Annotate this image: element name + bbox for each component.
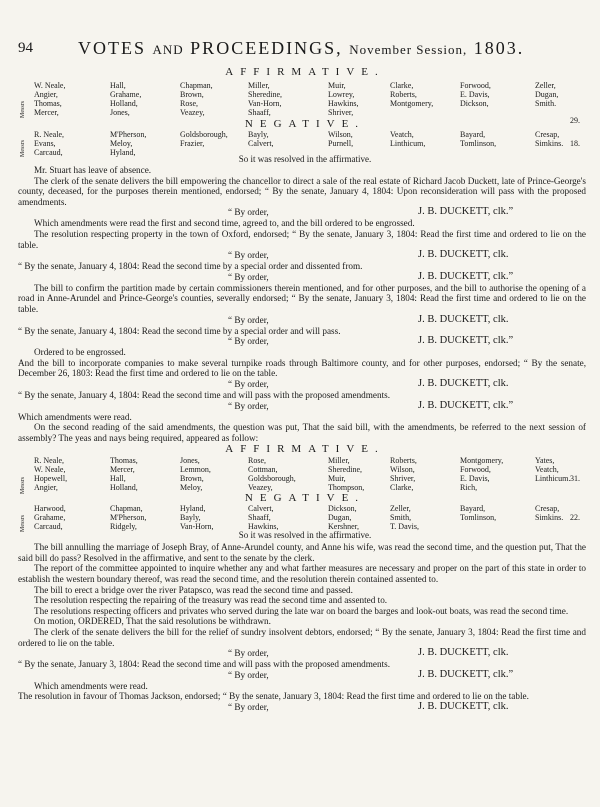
member-name: Hyland, bbox=[180, 504, 206, 514]
member-name: Forwood, bbox=[460, 81, 491, 90]
vote-result: So it was resolved in the affirmative. bbox=[238, 154, 372, 164]
member-name: E. Davis, bbox=[460, 474, 490, 484]
member-name: Shriver, bbox=[328, 108, 354, 117]
messrs-label: Messrs bbox=[20, 515, 26, 533]
paragraph: “ By the senate, January 4, 1804: Read the second time and will pass with the proposed amendments. bbox=[18, 389, 391, 400]
vote-name-row bbox=[20, 465, 590, 474]
member-name: Veazey, bbox=[248, 483, 273, 493]
member-name: Rose, bbox=[248, 456, 266, 466]
member-name: Frazier, bbox=[180, 139, 205, 148]
member-name: Brown, bbox=[180, 90, 204, 99]
affirmative-total: 31. bbox=[570, 474, 580, 484]
vote-name-row bbox=[20, 130, 590, 139]
affirmative-heading: AFFIRMATIVE. bbox=[225, 443, 385, 456]
member-name: Simkins. bbox=[535, 513, 564, 523]
member-name: Ridgely, bbox=[110, 522, 137, 532]
vote-name-row bbox=[20, 108, 590, 117]
member-name: Roberts, bbox=[390, 456, 417, 466]
member-name: Cottman, bbox=[248, 465, 278, 475]
member-name: Bayly, bbox=[248, 130, 269, 139]
member-name: Hawkins, bbox=[328, 99, 359, 108]
member-name: Shaaff, bbox=[248, 513, 271, 523]
member-name: Roberts, bbox=[390, 90, 417, 99]
member-name: Tomlinson, bbox=[460, 513, 497, 523]
member-name: T. Davis, bbox=[390, 522, 419, 532]
messrs-label: Messrs bbox=[20, 139, 26, 157]
member-name: Rich, bbox=[460, 483, 478, 493]
paragraph: The bill to confirm the partition made by certain commissioners therein mentioned, and for other purposes, and the bill to authorise the opening of a road in Anne-Arundel and Prince-George's counties, severally endorsed; “ By the senate, January 3, 1804: Read the first time and ordered to lie on the table. bbox=[18, 282, 586, 314]
member-name: Muir, bbox=[328, 81, 346, 90]
member-name: Cresap, bbox=[535, 504, 560, 514]
paragraph: The resolution respecting the repairing of the treasury was read the second time and assented to. bbox=[34, 595, 388, 606]
member-name: Veatch, bbox=[535, 465, 559, 475]
paragraph: Which amendments were read the first and second time, agreed to, and the bill ordered to be engrossed. bbox=[34, 218, 415, 229]
member-name: Forwood, bbox=[460, 465, 491, 475]
paragraph: Which amendments were read. bbox=[18, 411, 132, 422]
vote-name-row bbox=[20, 90, 590, 99]
member-name: Lowrey, bbox=[328, 90, 355, 99]
member-name: Holland, bbox=[110, 483, 138, 493]
vote-name-row bbox=[20, 139, 590, 148]
member-name: Clarke, bbox=[390, 81, 414, 90]
member-name: Zeller, bbox=[390, 504, 411, 514]
signature-line: “ By order, J. B. DUCKETT, clk.” bbox=[228, 206, 514, 218]
member-name: Grahame, bbox=[34, 513, 66, 523]
member-name: Evans, bbox=[34, 139, 56, 148]
paragraph: On the second reading of the said amendments, the question was put, That the said bill, with the amendments, be referred to the next session of assembly? The yeas and nays being required, appeared as follow: bbox=[18, 422, 586, 443]
member-name: Zeller, bbox=[535, 81, 556, 90]
member-name: Carcaud, bbox=[34, 148, 63, 157]
member-name: R. Neale, bbox=[34, 456, 64, 466]
member-name: Lemmon, bbox=[180, 465, 211, 475]
vote-name-row bbox=[20, 99, 590, 108]
member-name: Hall, bbox=[110, 474, 126, 484]
paragraph: Ordered to be engrossed. bbox=[34, 347, 126, 358]
paragraph: The report of the committee appointed to inquire whether any and what farther measures are necessary and proper on the part of this state in order to establish the western boundary thereof, was read the second time, and the resolution therein contained assented to. bbox=[18, 563, 586, 585]
member-name: Thomas, bbox=[110, 456, 138, 466]
signature-line: “ By order, J. B. DUCKETT, clk. bbox=[228, 377, 509, 389]
member-name: Hawkins, bbox=[248, 522, 279, 532]
signature-line: “ By order, J. B. DUCKETT, clk.” bbox=[228, 270, 514, 282]
page-number: 94 bbox=[18, 40, 33, 56]
paragraph: And the bill to incorporate companies to make several turnpike roads through Baltimore county, and for other purposes, endorsed; “ By the senate, December 26, 1803: Read the first time and ordered to lie on the table. bbox=[18, 357, 586, 379]
member-name: Dickson, bbox=[328, 504, 357, 514]
member-name: Cresap, bbox=[535, 130, 560, 139]
signature-line: “ By order, J. B. DUCKETT, clk. bbox=[228, 313, 509, 325]
member-name: Chapman, bbox=[180, 81, 213, 90]
member-name: Wilson, bbox=[328, 130, 353, 139]
member-name: Miller, bbox=[328, 456, 350, 466]
member-name: Goldsborough, bbox=[180, 130, 228, 139]
member-name: Harwood, bbox=[34, 504, 66, 514]
paragraph: The resolutions respecting officers and privates who served during the late war on board the barges and look-out boats, was read the second time. bbox=[34, 605, 569, 616]
member-name: Mercer, bbox=[34, 108, 59, 117]
running-title: VOTES AND PROCEEDINGS, November Session, 1803. bbox=[78, 38, 525, 58]
member-name: W. Neale, bbox=[34, 465, 66, 475]
vote-name-row bbox=[20, 483, 590, 492]
member-name: Meloy, bbox=[110, 139, 133, 148]
member-name: Dugan, bbox=[535, 90, 559, 99]
member-name: Bayard, bbox=[460, 130, 486, 139]
paragraph: “ By the senate, January 4, 1804: Read the second time by a special order and will pass. bbox=[18, 325, 341, 336]
member-name: Kershner, bbox=[328, 522, 359, 532]
member-name: Mercer, bbox=[110, 465, 135, 475]
member-name: Veazey, bbox=[180, 108, 205, 117]
member-name: Jones, bbox=[110, 108, 130, 117]
member-name: Wilson, bbox=[390, 465, 415, 475]
paragraph: The resolution respecting property in the town of Oxford, endorsed; “ By the senate, January 3, 1804: Read the first time and ordered to lie on the table. bbox=[18, 228, 586, 250]
member-name: Simkins. bbox=[535, 139, 564, 148]
member-name: Thompson, bbox=[328, 483, 365, 493]
member-name: Carcaud, bbox=[34, 522, 63, 532]
member-name: Grahame, bbox=[110, 90, 142, 99]
messrs-label: Messrs bbox=[20, 477, 26, 495]
paragraph: “ By the senate, January 3, 1804: Read the second time and will pass with the proposed amendments. bbox=[18, 659, 391, 670]
negative-heading: NEGATIVE. bbox=[244, 492, 366, 505]
member-name: Bayard, bbox=[460, 504, 486, 514]
affirmative-heading: AFFIRMATIVE. bbox=[225, 66, 385, 78]
member-name: Hyland, bbox=[110, 148, 136, 157]
negative-total: 22. bbox=[570, 513, 580, 523]
member-name: Goldsborough, bbox=[248, 474, 296, 484]
signature-line: “ By order, J. B. DUCKETT, clk.” bbox=[228, 399, 514, 411]
member-name: Rose, bbox=[180, 99, 198, 108]
member-name: Bayly, bbox=[180, 513, 201, 523]
member-name: Sheredine, bbox=[328, 465, 362, 475]
vote-table-1 bbox=[20, 67, 590, 165]
page-header bbox=[14, 36, 574, 62]
member-name: Veatch, bbox=[390, 130, 414, 139]
member-name: Calvert, bbox=[248, 139, 274, 148]
member-name: M'Pherson, bbox=[110, 130, 147, 139]
member-name: Dugan, bbox=[328, 513, 352, 523]
member-name: Shaaff, bbox=[248, 108, 271, 117]
signature-line: “ By order, J. B. DUCKETT, clk.” bbox=[228, 335, 514, 347]
negative-total: 18. bbox=[570, 139, 580, 148]
paragraph: The clerk of the senate delivers the bill for the relief of sundry insolvent debtors, endorsed; “ By the senate, January 3, 1804: Read the first time and ordered to lie on the table. bbox=[18, 627, 586, 648]
paragraph: “ By the senate, January 4, 1804: Read the second time by a special order and dissented from. bbox=[18, 261, 363, 272]
member-name: Hopewell, bbox=[34, 474, 68, 484]
messrs-label: Messrs bbox=[20, 100, 26, 118]
member-name: Linthicum, bbox=[390, 139, 426, 148]
signature-line: “ By order, J. B. DUCKETT, clk. bbox=[228, 701, 509, 712]
member-name: Smith, bbox=[390, 513, 412, 523]
paragraph: The bill annulling the marriage of Joseph Bray, of Anne-Arundel county, and Anne his wife, was read the second time, and the question put, That the said bill do pass? Resolved in the affirmative, and sent to the senate by the clerk. bbox=[18, 542, 586, 563]
member-name: Jones, bbox=[180, 456, 200, 466]
member-name: Montgomery, bbox=[460, 456, 504, 466]
member-name: R. Neale, bbox=[34, 130, 64, 139]
member-name: Calvert, bbox=[248, 504, 274, 514]
member-name: Shriver, bbox=[390, 474, 416, 484]
member-name: Miller, bbox=[248, 81, 270, 90]
member-name: Meloy, bbox=[180, 483, 203, 493]
member-name: Muir, bbox=[328, 474, 346, 484]
vote-name-row bbox=[20, 81, 590, 90]
paragraph: Which amendments were read. bbox=[34, 680, 148, 691]
member-name: Brown, bbox=[180, 474, 204, 484]
paragraph: The bill to erect a bridge over the river Patapsco, was read the second time and passed. bbox=[34, 584, 353, 595]
member-name: E. Davis, bbox=[460, 90, 490, 99]
member-name: Van-Horn, bbox=[248, 99, 282, 108]
document-body bbox=[18, 165, 586, 713]
vote-name-row bbox=[20, 456, 590, 465]
member-name: Chapman, bbox=[110, 504, 143, 514]
member-name: Angier, bbox=[34, 90, 58, 99]
member-name: M'Pherson, bbox=[110, 513, 147, 523]
member-name: Smith. bbox=[535, 99, 557, 108]
member-name: Van-Horn, bbox=[180, 522, 214, 532]
paragraph: The clerk of the senate delivers the bill empowering the chancellor to direct a sale of the real estate of Richard Jacob Duckett, late of Prince-George's county, deceased, for the purposes therein mentioned, endorsed; “ By the senate, January 4, 1804: Upon reconsideration will pass with the proposed amendments. bbox=[18, 175, 586, 207]
member-name: Tomlinson, bbox=[460, 139, 497, 148]
signature-line: “ By order, J. B. DUCKETT, clk. bbox=[228, 647, 509, 659]
member-name: Holland, bbox=[110, 99, 138, 108]
member-name: Sheredine, bbox=[248, 90, 282, 99]
vote-name-row bbox=[20, 474, 590, 483]
member-name: Purnell, bbox=[328, 139, 354, 148]
signature-line: “ By order, J. B. DUCKETT, clk. bbox=[228, 249, 509, 261]
member-name: Thomas, bbox=[34, 99, 62, 108]
paragraph: The resolution in favour of Thomas Jackson, endorsed; “ By the senate, January 3, 1804: Read the first time and ordered to lie on the table. bbox=[18, 691, 529, 702]
member-name: Angier, bbox=[34, 483, 58, 493]
member-name: Clarke, bbox=[390, 483, 414, 493]
member-name: Yates, bbox=[535, 456, 555, 466]
member-name: Linthicum. bbox=[535, 474, 571, 484]
paragraph: Mr. Stuart has leave of absence. bbox=[34, 165, 152, 175]
vote-name-row bbox=[20, 513, 590, 522]
member-name: Montgomery, bbox=[390, 99, 434, 108]
vote-table-2 bbox=[20, 444, 590, 540]
affirmative-total: 29. bbox=[570, 116, 580, 125]
member-name: Dickson, bbox=[460, 99, 489, 108]
member-name: W. Neale, bbox=[34, 81, 66, 90]
member-name: Hall, bbox=[110, 81, 126, 90]
paragraph: On motion, ORDERED, That the said resolutions be withdrawn. bbox=[34, 616, 271, 627]
signature-line: “ By order, J. B. DUCKETT, clk.” bbox=[228, 668, 514, 680]
vote-name-row bbox=[20, 504, 590, 513]
negative-heading: NEGATIVE. bbox=[244, 118, 366, 130]
vote-result: So it was resolved in the affirmative. bbox=[238, 530, 372, 541]
